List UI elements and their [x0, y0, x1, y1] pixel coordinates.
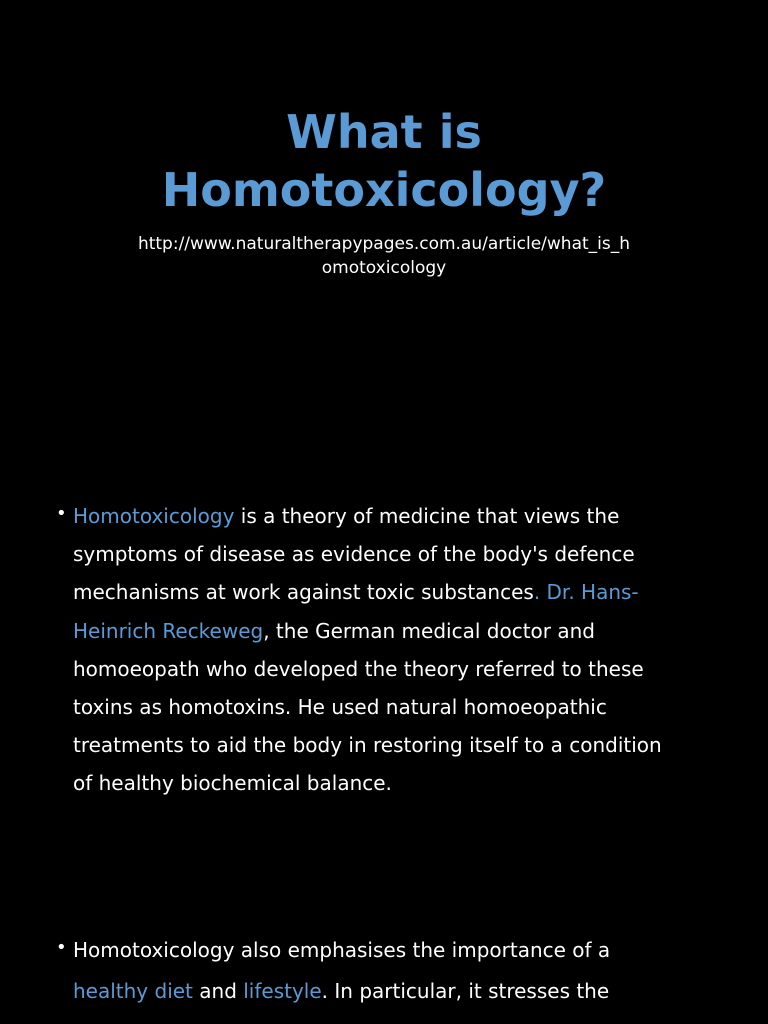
slide-title-line-1: What is: [286, 105, 482, 159]
text-run: , the German medical doctor and: [263, 618, 595, 643]
bullet-paragraph-1: [56, 497, 706, 803]
paragraph-line: homoeopath who developed the theory referred to these: [73, 656, 644, 681]
text-run: and: [192, 979, 244, 1003]
highlight-heinrich-reckeweg: Heinrich Reckeweg: [73, 618, 264, 643]
bullet-marker: •: [56, 503, 67, 524]
highlight-healthy-diet: healthy diet: [73, 979, 193, 1003]
highlight-dr-hans: . Dr. Hans-: [533, 580, 639, 605]
paragraph-line: treatments to aid the body in restoring itself to a condition: [73, 733, 662, 758]
bullet-paragraph-2: [56, 930, 706, 1012]
text-run: is a theory of medicine that views the: [234, 504, 620, 528]
text-run: mechanisms at work against toxic substances: [73, 580, 534, 605]
source-url-line-2: omotoxicology: [321, 258, 447, 278]
source-url: [90, 232, 678, 280]
paragraph-line: [56, 497, 706, 535]
highlight-lifestyle: lifestyle: [243, 979, 322, 1003]
slide-title-line-2: Homotoxicology?: [161, 163, 607, 217]
slide-title: [0, 103, 768, 219]
source-url-line-1: http://www.naturaltherapypages.com.au/article/what_is_h: [137, 234, 631, 254]
paragraph-line: [56, 971, 706, 1012]
paragraph-line: [56, 612, 706, 650]
paragraph-line: symptoms of disease as evidence of the body's defence: [73, 542, 635, 567]
paragraph-line: Homotoxicology also emphasises the importance of a: [73, 938, 611, 962]
bullet-marker: •: [56, 937, 67, 958]
text-run: . In particular, it stresses the: [321, 979, 610, 1003]
paragraph-line: [56, 573, 706, 611]
paragraph-line: toxins as homotoxins. He used natural homoeopathic: [73, 695, 607, 720]
highlight-homotoxicology: Homotoxicology: [73, 504, 235, 528]
paragraph-line: of healthy biochemical balance.: [73, 771, 392, 796]
